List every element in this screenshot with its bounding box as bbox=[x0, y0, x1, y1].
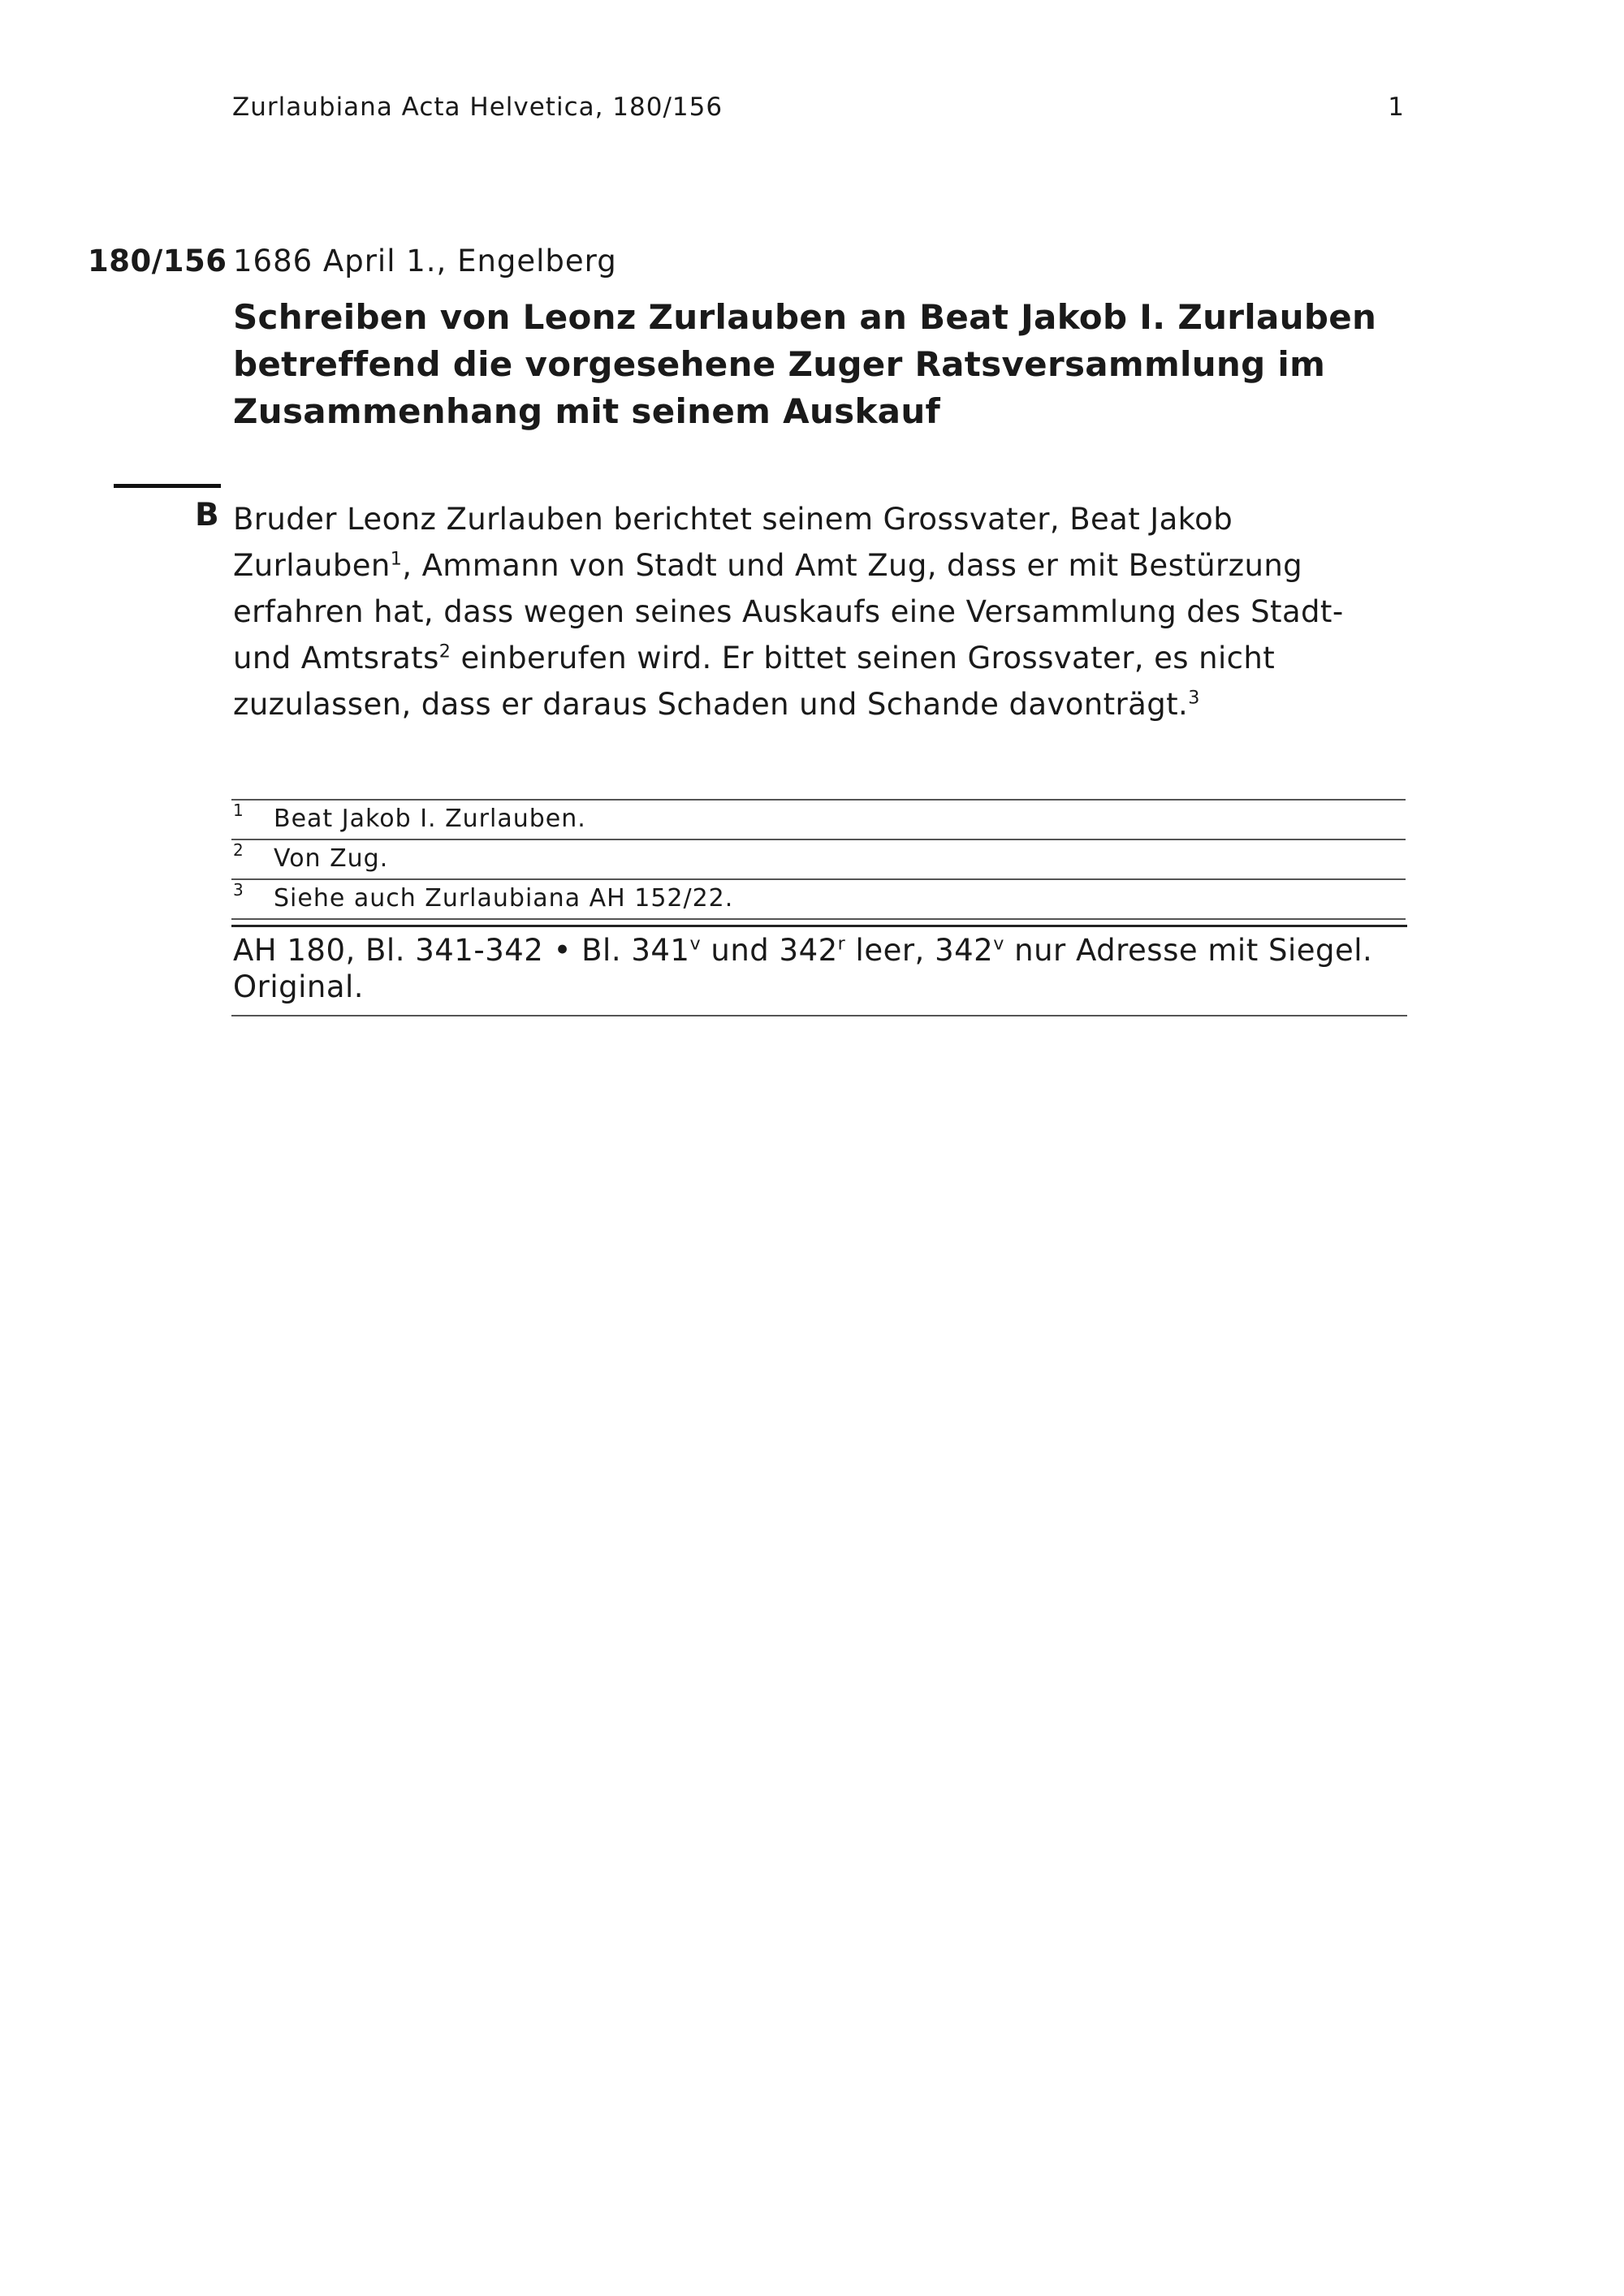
footnote-mark: 3 bbox=[233, 880, 244, 900]
regest-marker: B bbox=[195, 497, 219, 533]
source-sup: v bbox=[993, 933, 1004, 955]
footnote-text: Beat Jakob I. Zurlauben. bbox=[274, 805, 586, 833]
footnote-ref-2[interactable]: 2 bbox=[438, 641, 451, 662]
running-header bbox=[232, 93, 1405, 122]
page-number: 1 bbox=[1388, 93, 1405, 122]
footnote-ref-3[interactable]: 3 bbox=[1188, 687, 1200, 709]
regest-text-part: einberufen wird. Er bittet seinen Grossvater, es nicht zuzulassen, dass er daraus Schaden und Schande davonträgt. bbox=[233, 641, 1276, 722]
source-part: nur Adresse mit Siegel. Original. bbox=[233, 933, 1373, 1004]
document-date-place: 1686 April 1., Engelberg bbox=[233, 244, 617, 278]
regest-text-part: , Ammann von Stadt und Amt Zug, dass er mit Bestürzung erfahren hat, dass wegen seines Auskaufs eine Versammlung des Stadt- und Amtsrats bbox=[233, 548, 1344, 675]
source-part: AH 180, Bl. 341-342 • Bl. 341 bbox=[233, 933, 690, 968]
regest-divider bbox=[114, 484, 221, 488]
source-part: und 342 bbox=[701, 933, 838, 968]
footnote-text: Siehe auch Zurlaubiana AH 152/22. bbox=[274, 884, 734, 913]
regest-text-part: Bruder Leonz Zurlauben berichtet seinem Grossvater, Beat Jakob Zurlauben bbox=[233, 502, 1233, 583]
footnote bbox=[231, 880, 1406, 920]
source-text bbox=[233, 932, 1407, 1005]
footnotes bbox=[231, 799, 1406, 920]
document-number: 180/156 bbox=[88, 244, 227, 278]
source-part: leer, 342 bbox=[845, 933, 994, 968]
footnote bbox=[231, 801, 1406, 840]
footnote-ref-1[interactable]: 1 bbox=[390, 548, 403, 570]
footnote-mark: 1 bbox=[233, 801, 244, 820]
source-sup: r bbox=[837, 933, 846, 955]
source-sup: v bbox=[689, 933, 702, 955]
footnote-text: Von Zug. bbox=[274, 844, 389, 873]
footnote-mark: 2 bbox=[233, 840, 244, 860]
footnote bbox=[231, 840, 1406, 880]
regest-text bbox=[233, 496, 1410, 727]
source-note bbox=[231, 925, 1407, 1016]
document-title: Schreiben von Leonz Zurlauben an Beat Jakob I. Zurlauben betreffend die vorgesehene Zuger Ratsversammlung im Zusammenhang mit seinem Auskauf bbox=[233, 297, 1377, 431]
running-title: Zurlaubiana Acta Helvetica, 180/156 bbox=[232, 93, 723, 122]
